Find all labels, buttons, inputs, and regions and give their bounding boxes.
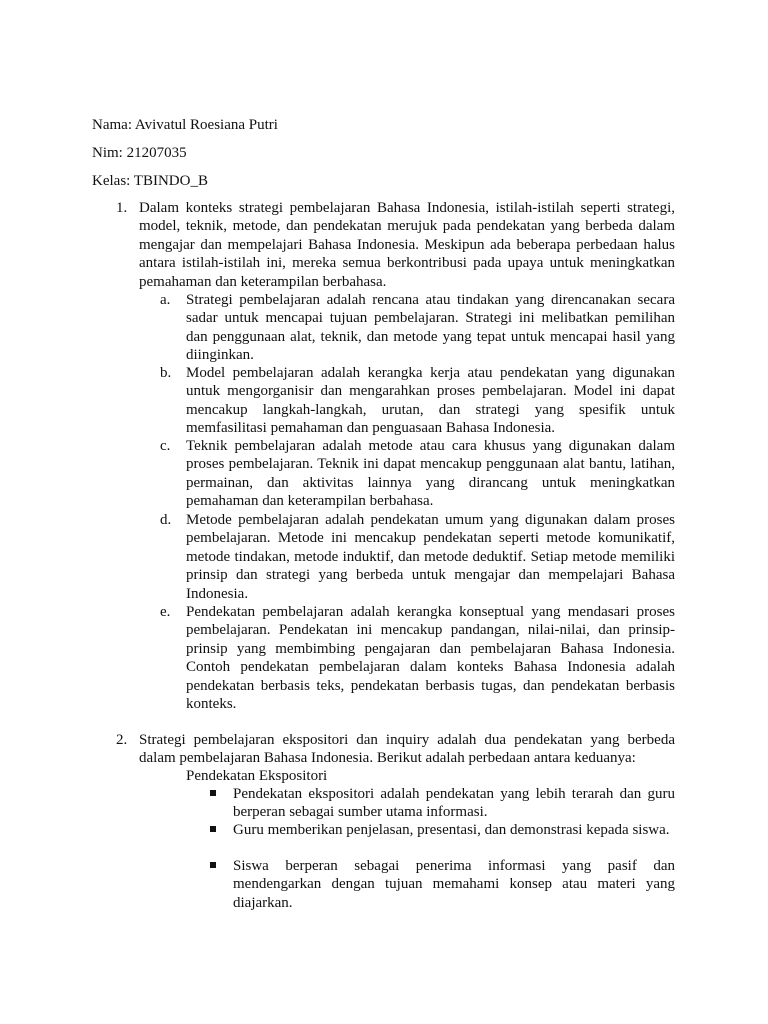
- student-class: Kelas: TBINDO_B: [92, 173, 208, 189]
- bullet-text-3: Siswa berperan sebagai penerima informasi yang pasif dan mendengarkan dengan tujuan memahami konsep atau materi yang diajarkan.: [233, 858, 675, 911]
- item-d-letter: d.: [160, 512, 172, 528]
- item-e-text: Pendekatan pembelajaran adalah kerangka konseptual yang mendasari proses pembelajaran. Pendekatan ini mencakup pandangan, nilai-nilai, dan prinsip-prinsip yang membimbing pengajaran dan pembelajaran Bahasa Indonesia. Contoh pendekatan pembelajaran dalam konteks Bahasa Indonesia adalah pendekatan berbasis teks, pendekatan berbasis tugas, dan pendekatan berbasis konteks.: [186, 604, 675, 713]
- item-c-text: Teknik pembelajaran adalah metode atau cara khusus yang digunakan dalam proses pembelajaran. Teknik ini dapat mencakup penggunaan alat bantu, latihan, permainan, dan aktivitas lainnya yang dirancang untuk meningkatkan pemahaman dan keterampilan berbahasa.: [186, 438, 675, 510]
- question-1-text: Dalam konteks strategi pembelajaran Bahasa Indonesia, istilah-istilah seperti strategi, model, teknik, metode, dan pendekatan merujuk pada pendekatan yang berbeda dalam mengajar dan mempelajari Bahasa Indonesia. Meskipun ada beberapa perbedaan halus antara istilah-istilah ini, mereka semua berkontribusi pada upaya untuk meningkatkan pemahaman dan keterampilan berbahasa.: [139, 200, 675, 290]
- item-d-text: Metode pembelajaran adalah pendekatan umum yang digunakan dalam proses pembelajaran. Metode ini mencakup pendekatan seperti metode komunikatif, metode tindakan, metode induktif, dan metode deduktif. Setiap metode memiliki prinsip dan strategi yang berbeda untuk mengajar dan mempelajari Bahasa Indonesia.: [186, 512, 675, 602]
- question-2-text: Strategi pembelajaran ekspositori dan inquiry adalah dua pendekatan yang berbeda dalam pembelajaran Bahasa Indonesia. Berikut adalah perbedaan antara keduanya:: [139, 732, 675, 767]
- bullet-marker-3: [210, 862, 216, 868]
- bullet-marker-2: [210, 826, 216, 832]
- bullet-marker-1: [210, 790, 216, 796]
- student-nim: Nim: 21207035: [92, 145, 187, 161]
- student-name: Nama: Avivatul Roesiana Putri: [92, 117, 278, 133]
- item-a-text: Strategi pembelajaran adalah rencana atau tindakan yang direncanakan secara sadar untuk mencapai tujuan pembelajaran. Strategi ini melibatkan pemilihan dan penggunaan alat, teknik, dan metode yang tepat untuk mencapai hasil yang diinginkan.: [186, 292, 675, 364]
- subheading-ekspositori: Pendekatan Ekspositori: [186, 768, 328, 784]
- item-b-letter: b.: [160, 365, 172, 381]
- bullet-text-2: Guru memberikan penjelasan, presentasi, dan demonstrasi kepada siswa.: [233, 822, 670, 838]
- question-2-number: 2.: [116, 732, 128, 748]
- item-a-letter: a.: [160, 292, 171, 308]
- bullet-text-1: Pendekatan ekspositori adalah pendekatan yang lebih terarah dan guru berperan sebagai sumber utama informasi.: [233, 786, 675, 821]
- item-e-letter: e.: [160, 604, 171, 620]
- item-c-letter: c.: [160, 438, 171, 454]
- question-1-number: 1.: [116, 200, 128, 216]
- item-b-text: Model pembelajaran adalah kerangka kerja atau pendekatan yang digunakan untuk mengorganisir dan mengarahkan proses pembelajaran. Model ini dapat mencakup langkah-langkah, urutan, dan strategi yang spesifik untuk memfasilitasi pemahaman dan penguasaan Bahasa Indonesia.: [186, 365, 675, 437]
